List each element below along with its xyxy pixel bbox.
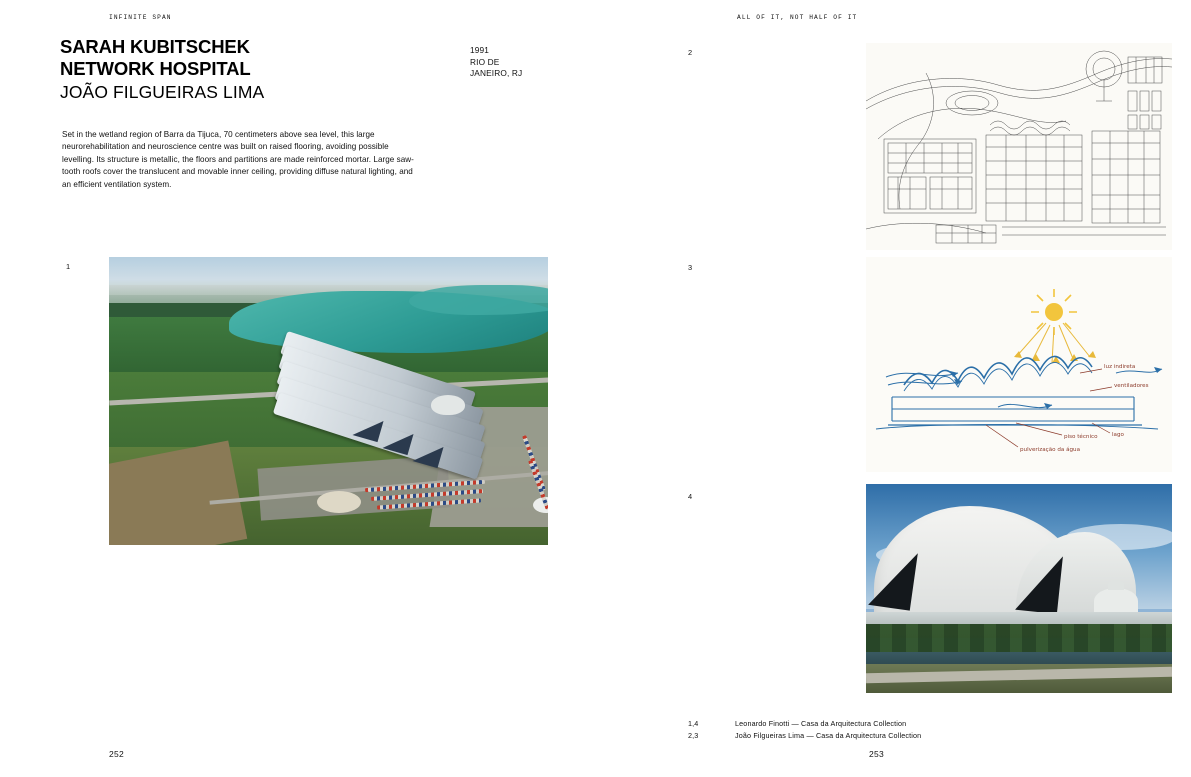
figure-site-plan (866, 43, 1172, 250)
project-city-line-1: RIO DE (470, 56, 500, 67)
figure-section-sketch (866, 257, 1172, 472)
exterior-dome (1094, 588, 1138, 614)
photo-lagoon-secondary (409, 285, 548, 315)
folio-right: 253 (869, 749, 885, 759)
figure-number-3: 3 (688, 263, 693, 272)
project-meta (470, 45, 522, 80)
project-title-line-2: NETWORK HOSPITAL (60, 57, 251, 79)
sketch-label-2: ventiladores (1114, 383, 1149, 389)
project-architect: JOÃO FILGUEIRAS LIMA (60, 82, 265, 102)
exterior-roof-blade-1 (868, 547, 918, 610)
sketch-label-4: lago (1112, 432, 1124, 438)
photo-dome-main (431, 395, 465, 415)
figure-number-1: 1 (66, 262, 71, 271)
site-plan-drawing (866, 43, 1172, 250)
figure-exterior-photo (866, 484, 1172, 693)
project-title-line-1: SARAH KUBITSCHEK (60, 36, 250, 57)
page-title (60, 36, 440, 104)
figure-number-2: 2 (688, 48, 693, 57)
credit-keys: 1,4 (688, 719, 699, 728)
credit-row (688, 718, 921, 730)
image-credits (688, 718, 921, 741)
sketch-label-1: luz indireta (1104, 364, 1136, 370)
project-year: 1991 (470, 45, 490, 55)
running-head-left: INFINITE SPAN (109, 14, 172, 21)
figure-aerial-photo (109, 257, 548, 545)
running-head-right: ALL OF IT, NOT HALF OF IT (737, 14, 858, 21)
section-sketch-drawing (866, 257, 1172, 472)
folio-left: 252 (109, 749, 125, 759)
sketch-label-5: pulverização da água (1020, 447, 1081, 453)
exterior-roof-blade-2 (1015, 552, 1063, 614)
project-city-line-2: JANEIRO, RJ (470, 68, 523, 79)
figure-number-4: 4 (688, 492, 693, 501)
sketch-label-3: piso técnico (1064, 434, 1098, 440)
credit-text: Leonardo Finotti — Casa da Arquitectura Collection (735, 719, 907, 728)
credit-text: João Filgueiras Lima — Casa da Arquitectura Collection (735, 730, 922, 740)
credit-row (688, 730, 921, 742)
project-description: Set in the wetland region of Barra da Tijuca, 70 centimeters above sea level, this large neurorehabilitation and neuroscience centre was built on raised flooring, avoiding possible levelling. Its structure is metallic, the floors and partitions are made reinforced mortar. Large saw-tooth roofs cover the translucent and movable inner ceiling, providing diffuse natural lighting, and an efficient ventilation system. (62, 130, 414, 189)
photo-roundabout (317, 491, 361, 513)
credit-keys: 2,3 (688, 730, 699, 740)
